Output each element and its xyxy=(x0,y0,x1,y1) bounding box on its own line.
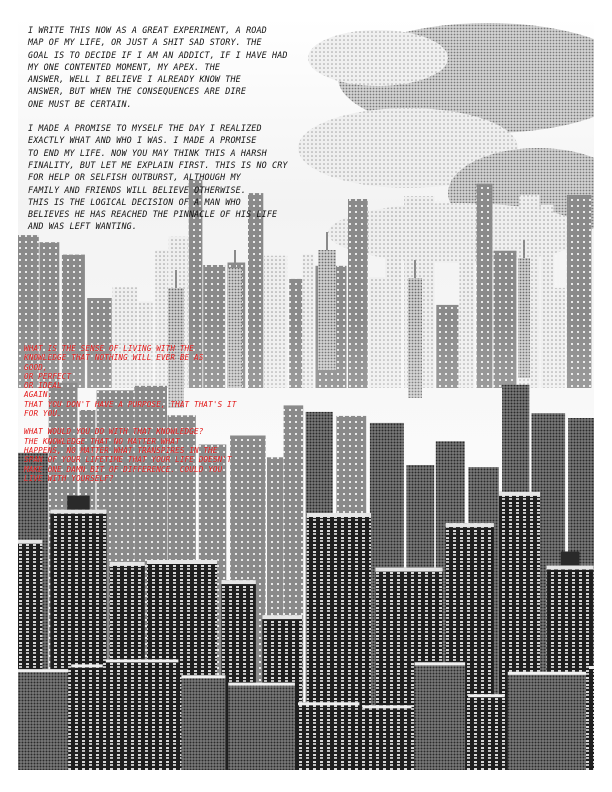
narration-paragraph-2: I MADE A PROMISE TO MYSELF THE DAY I REALIZED EXACTLY WHAT AND WHO I WAS. I MADE A PROMISE TO END MY LIFE. NOW YOU MAY THINK THIS A HARSH FINALITY, BUT LET ME EXPLAIN FIRST. THIS IS NO CRY FOR HELP OR SELFISH OUTBURST, ALTHOUGH MY FAMILY AND FRIENDS WILL BELIEVE OTHERWISE. THIS IS THE LOGICAL DECISION OF A MAN WHO BELIEVES HE HAS REACHED THE PINNACLE OF HIS LIFE AND WAS LEFT WANTING. xyxy=(28,123,288,232)
inner-voice-paragraph-2: WHAT WOULD YOU DO WITH THAT KNOWLEDGE? THE KNOWLEDGE THAT NO MATTER WHAT HAPPENS, NO MATTER WHAT TRANSPIRES IN THE SPAN OF YOUR LIFETIME THAT YOUR LIFE DOESN'T MAKE ONE DAMN BIT OF DIFFERENCE. COULD YOU LIVE WITH YOURSELF? xyxy=(24,427,232,483)
narration-caption xyxy=(28,24,328,233)
narration-paragraph-1: I WRITE THIS NOW AS A GREAT EXPERIMENT, A ROAD MAP OF MY LIFE, OR JUST A SHIT SAD STORY. THE GOAL IS TO DECIDE IF I AM AN ADDICT, IF I HAVE HAD MY ONE CONTENTED MOMENT, MY APEX. THE ANSWER, WELL I BELIEVE I ALREADY KNOW THE ANSWER, BUT WHEN THE CONSEQUENCES ARE DIRE ONE MUST BE CERTAIN. xyxy=(28,25,288,109)
inner-voice-paragraph-1: WHAT IS THE SENSE OF LIVING WITH THE KNOWLEDGE THAT NOTHING WILL EVER BE AS GOOD, OR PERFECT OR IDEAL AGAIN. THAT YOU DON'T HAVE A PURPOSE, THAT THAT'S IT FOR YOU. xyxy=(24,344,237,419)
inner-voice-caption xyxy=(24,344,304,483)
